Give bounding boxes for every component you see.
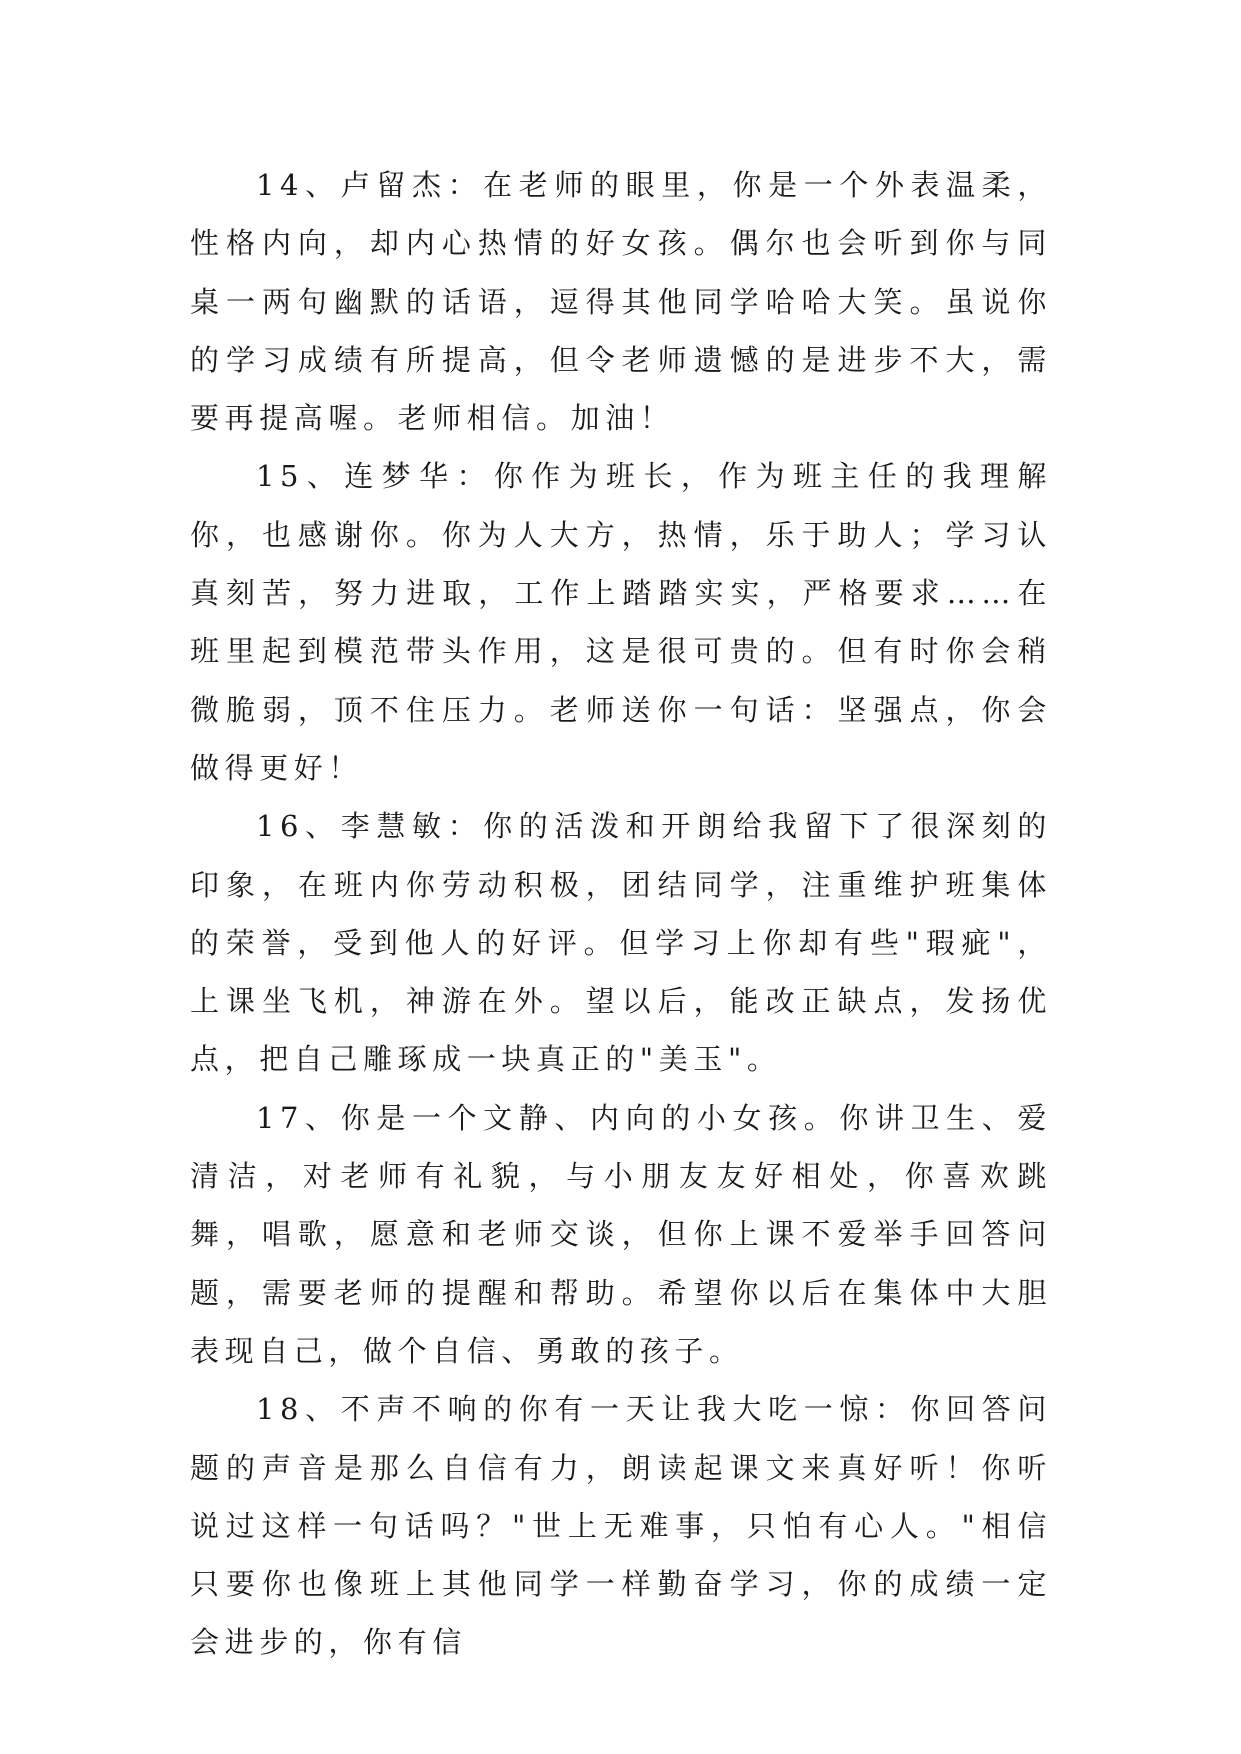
comment-paragraph-17: 17、你是一个文静、内向的小女孩。你讲卫生、爱清洁，对老师有礼貌，与小朋友友好相处，你喜欢跳舞，唱歌，愿意和老师交谈，但你上课不爱举手回答问题，需要老师的提醒和帮助。希望你以后在集体中大胆表现自己，做个自信、勇敢的孩子。 [190, 1100, 1052, 1368]
document-body [190, 156, 1052, 1672]
comment-paragraph-15: 15、连梦华：你作为班长，作为班主任的我理解你，也感谢你。你为人大方，热情，乐于助人；学习认真刻苦，努力进取，工作上踏踏实实，严格要求……在班里起到模范带头作用，这是很可贵的。但有时你会稍微脆弱，顶不住压力。老师送你一句话：坚强点，你会做得更好！ [190, 459, 1052, 785]
comment-paragraph-16: 16、李慧敏：你的活泼和开朗给我留下了很深刻的印象，在班内你劳动积极，团结同学，注重维护班集体的荣誉，受到他人的好评。但学习上你却有些"瑕疵"，上课坐飞机，神游在外。望以后，能改正缺点，发扬优点，把自己雕琢成一块真正的"美玉"。 [190, 809, 1052, 1077]
comment-paragraph-18: 18、不声不响的你有一天让我大吃一惊：你回答问题的声音是那么自信有力，朗读起课文来真好听！你听说过这样一句话吗？"世上无难事，只怕有心人。"相信只要你也像班上其他同学一样勤奋学习，你的成绩一定会进步的，你有信 [190, 1392, 1052, 1660]
comment-paragraph-14: 14、卢留杰：在老师的眼里，你是一个外表温柔，性格内向，却内心热情的好女孩。偶尔也会听到你与同桌一两句幽默的话语，逗得其他同学哈哈大笑。虽说你的学习成绩有所提高，但令老师遗憾的是进步不大，需要再提高喔。老师相信。加油！ [190, 168, 1052, 436]
